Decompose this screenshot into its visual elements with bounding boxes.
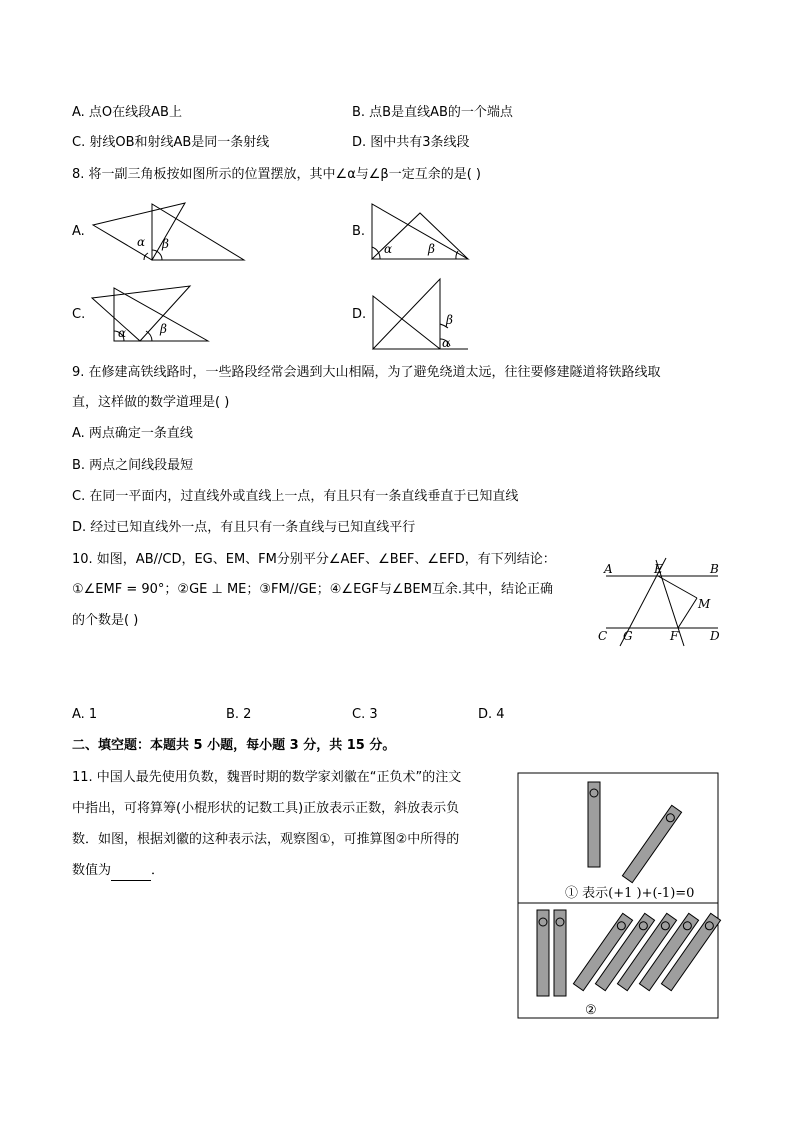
- q8-c-beta: β: [160, 322, 167, 336]
- q8-a-beta: β: [162, 237, 169, 251]
- q7-option-b: B. 点B是直线AB的一个端点: [352, 105, 513, 120]
- q11-line2: 中指出，可将算筹(小棍形状的记数工具)正放表示正数，斜放表示负: [72, 801, 460, 816]
- q10-option-b: B. 2: [226, 707, 252, 722]
- q10-option-c: C. 3: [352, 707, 378, 722]
- q8-figure-b: [368, 201, 472, 263]
- upright-rod: [537, 910, 549, 996]
- fig2-rods: [537, 910, 721, 996]
- q10-label-g: G: [623, 629, 633, 643]
- q11-line4-text: 数值为: [72, 863, 112, 878]
- q11-line1: 11. 中国人最先使用负数，魏晋时期的数学家刘徽在“正负术”的注文: [72, 770, 462, 785]
- q10-option-a: A. 1: [72, 707, 98, 722]
- q8-a-alpha: α: [137, 235, 146, 249]
- q8-figure-d: [368, 276, 478, 354]
- q11-line3: 数．如图，根据刘徽的这种表示法，观察图①，可推算图②中所得的: [72, 832, 460, 847]
- q8-stem: 8. 将一副三角板按如图所示的位置摆放，其中∠α与∠β一定互余的是( ): [72, 167, 481, 182]
- q10-figure: [596, 556, 726, 648]
- q7-option-a: A. 点O在线段AB上: [72, 105, 182, 120]
- q7-option-c: C. 射线OB和射线AB是同一条射线: [72, 135, 270, 150]
- upright-rod: [588, 782, 600, 867]
- q8-figure-c: [90, 283, 214, 345]
- q8-label-d: D.: [352, 307, 367, 322]
- q10-stem-line3: 的个数是( ): [72, 613, 139, 628]
- q8-c-alpha: α: [118, 326, 127, 340]
- q10-stem-line1: 10. 如图，AB//CD，EG、EM、FM分别平分∠AEF、∠BEF、∠EFD，有下列结论：: [72, 552, 556, 567]
- upright-rod: [554, 910, 566, 996]
- q10-label-b: B: [710, 562, 719, 576]
- q8-d-beta: β: [446, 313, 453, 327]
- slanted-rod: [622, 805, 681, 882]
- q8-d-alpha: α: [442, 336, 451, 350]
- q8-figure-a: [90, 198, 250, 264]
- q9-stem-line1: 9. 在修建高铁线路时，一些路段经常会遇到大山相隔，为了避免绕道太远，往往要修建隧道将铁路线取: [72, 365, 661, 380]
- answer-blank: [111, 866, 151, 881]
- q11-line4: [72, 861, 164, 881]
- q9-option-b: B. 两点之间线段最短: [72, 458, 194, 473]
- fig1-rods: [588, 782, 682, 883]
- q10-label-m: M: [698, 597, 711, 611]
- q10-stem-line2: ①∠EMF = 90°；②GE ⊥ ME；③FM//GE；④∠EGF与∠BEM互余.其中，结论正确: [72, 582, 553, 597]
- q9-option-d: D. 经过已知直线外一点，有且只有一条直线与已知直线平行: [72, 520, 416, 535]
- q10-label-d: D: [710, 629, 720, 643]
- q9-option-a: A. 两点确定一条直线: [72, 426, 193, 441]
- q11-line4-end: ．: [151, 863, 165, 878]
- fig1-caption: ① 表示(+1 )+(-1)=0: [565, 886, 695, 901]
- q8-b-alpha: α: [384, 242, 393, 256]
- q10-label-e: E: [654, 562, 663, 576]
- q9-stem-line2: 直，这样做的数学道理是( ): [72, 395, 230, 410]
- q9-option-c: C. 在同一平面内，过直线外或直线上一点，有且只有一条直线垂直于已知直线: [72, 489, 519, 504]
- q7-option-d: D. 图中共有3条线段: [352, 135, 470, 150]
- q8-label-c: C.: [72, 307, 86, 322]
- section-2-heading: 二、填空题：本题共 5 小题，每小题 3 分，共 15 分。: [72, 738, 396, 753]
- q10-label-a: A: [604, 562, 613, 576]
- q11-figure: [517, 772, 720, 1020]
- q8-label-a: A.: [72, 224, 85, 239]
- q8-label-b: B.: [352, 224, 366, 239]
- q8-b-beta: β: [428, 242, 435, 256]
- q10-option-d: D. 4: [478, 707, 505, 722]
- q10-label-c: C: [598, 629, 608, 643]
- fig2-caption: ②: [585, 1003, 597, 1018]
- q10-label-f: F: [670, 629, 679, 643]
